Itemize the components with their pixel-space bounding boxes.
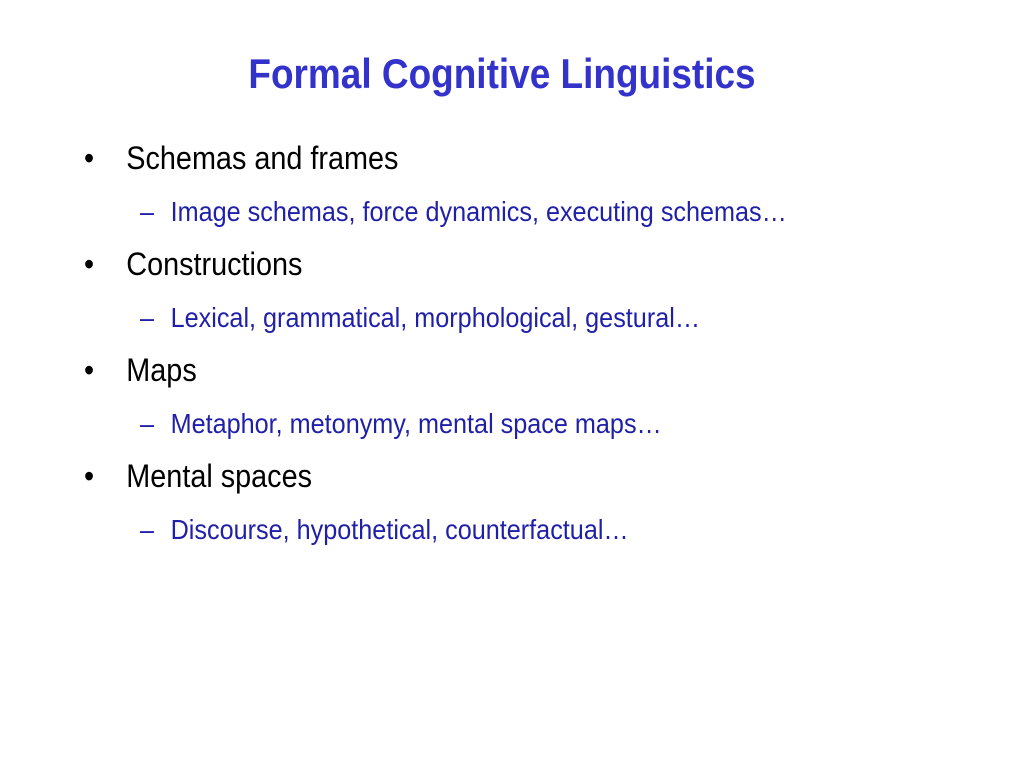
sub-bullet-text: Lexical, grammatical, morphological, gestural…	[170, 302, 701, 333]
list-item-maps	[84, 348, 984, 454]
bullet-icon: •	[84, 458, 95, 494]
sub-bullet-text: Discourse, hypothetical, counterfactual…	[170, 514, 629, 545]
bullet-text: Constructions	[126, 246, 303, 282]
bullet-text: Schemas and frames	[126, 140, 399, 176]
bullet-icon: •	[84, 352, 95, 388]
bullet-text: Mental spaces	[126, 458, 312, 494]
list-item-mental-spaces	[84, 454, 984, 560]
dash-icon: –	[140, 408, 155, 439]
sub-bullet-text: Metaphor, metonymy, mental space maps…	[170, 408, 662, 439]
dash-icon: –	[140, 196, 155, 227]
slide-title: Formal Cognitive Linguistics	[248, 50, 756, 97]
bullet-text: Maps	[126, 352, 197, 388]
bullet-icon: •	[84, 140, 95, 176]
bullet-icon: •	[84, 246, 95, 282]
dash-icon: –	[140, 514, 155, 545]
dash-icon: –	[140, 302, 155, 333]
slide-body	[84, 136, 984, 560]
list-item-schemas-and-frames	[84, 136, 984, 242]
list-item-constructions	[84, 242, 984, 348]
sub-bullet-text: Image schemas, force dynamics, executing schemas…	[170, 196, 787, 227]
